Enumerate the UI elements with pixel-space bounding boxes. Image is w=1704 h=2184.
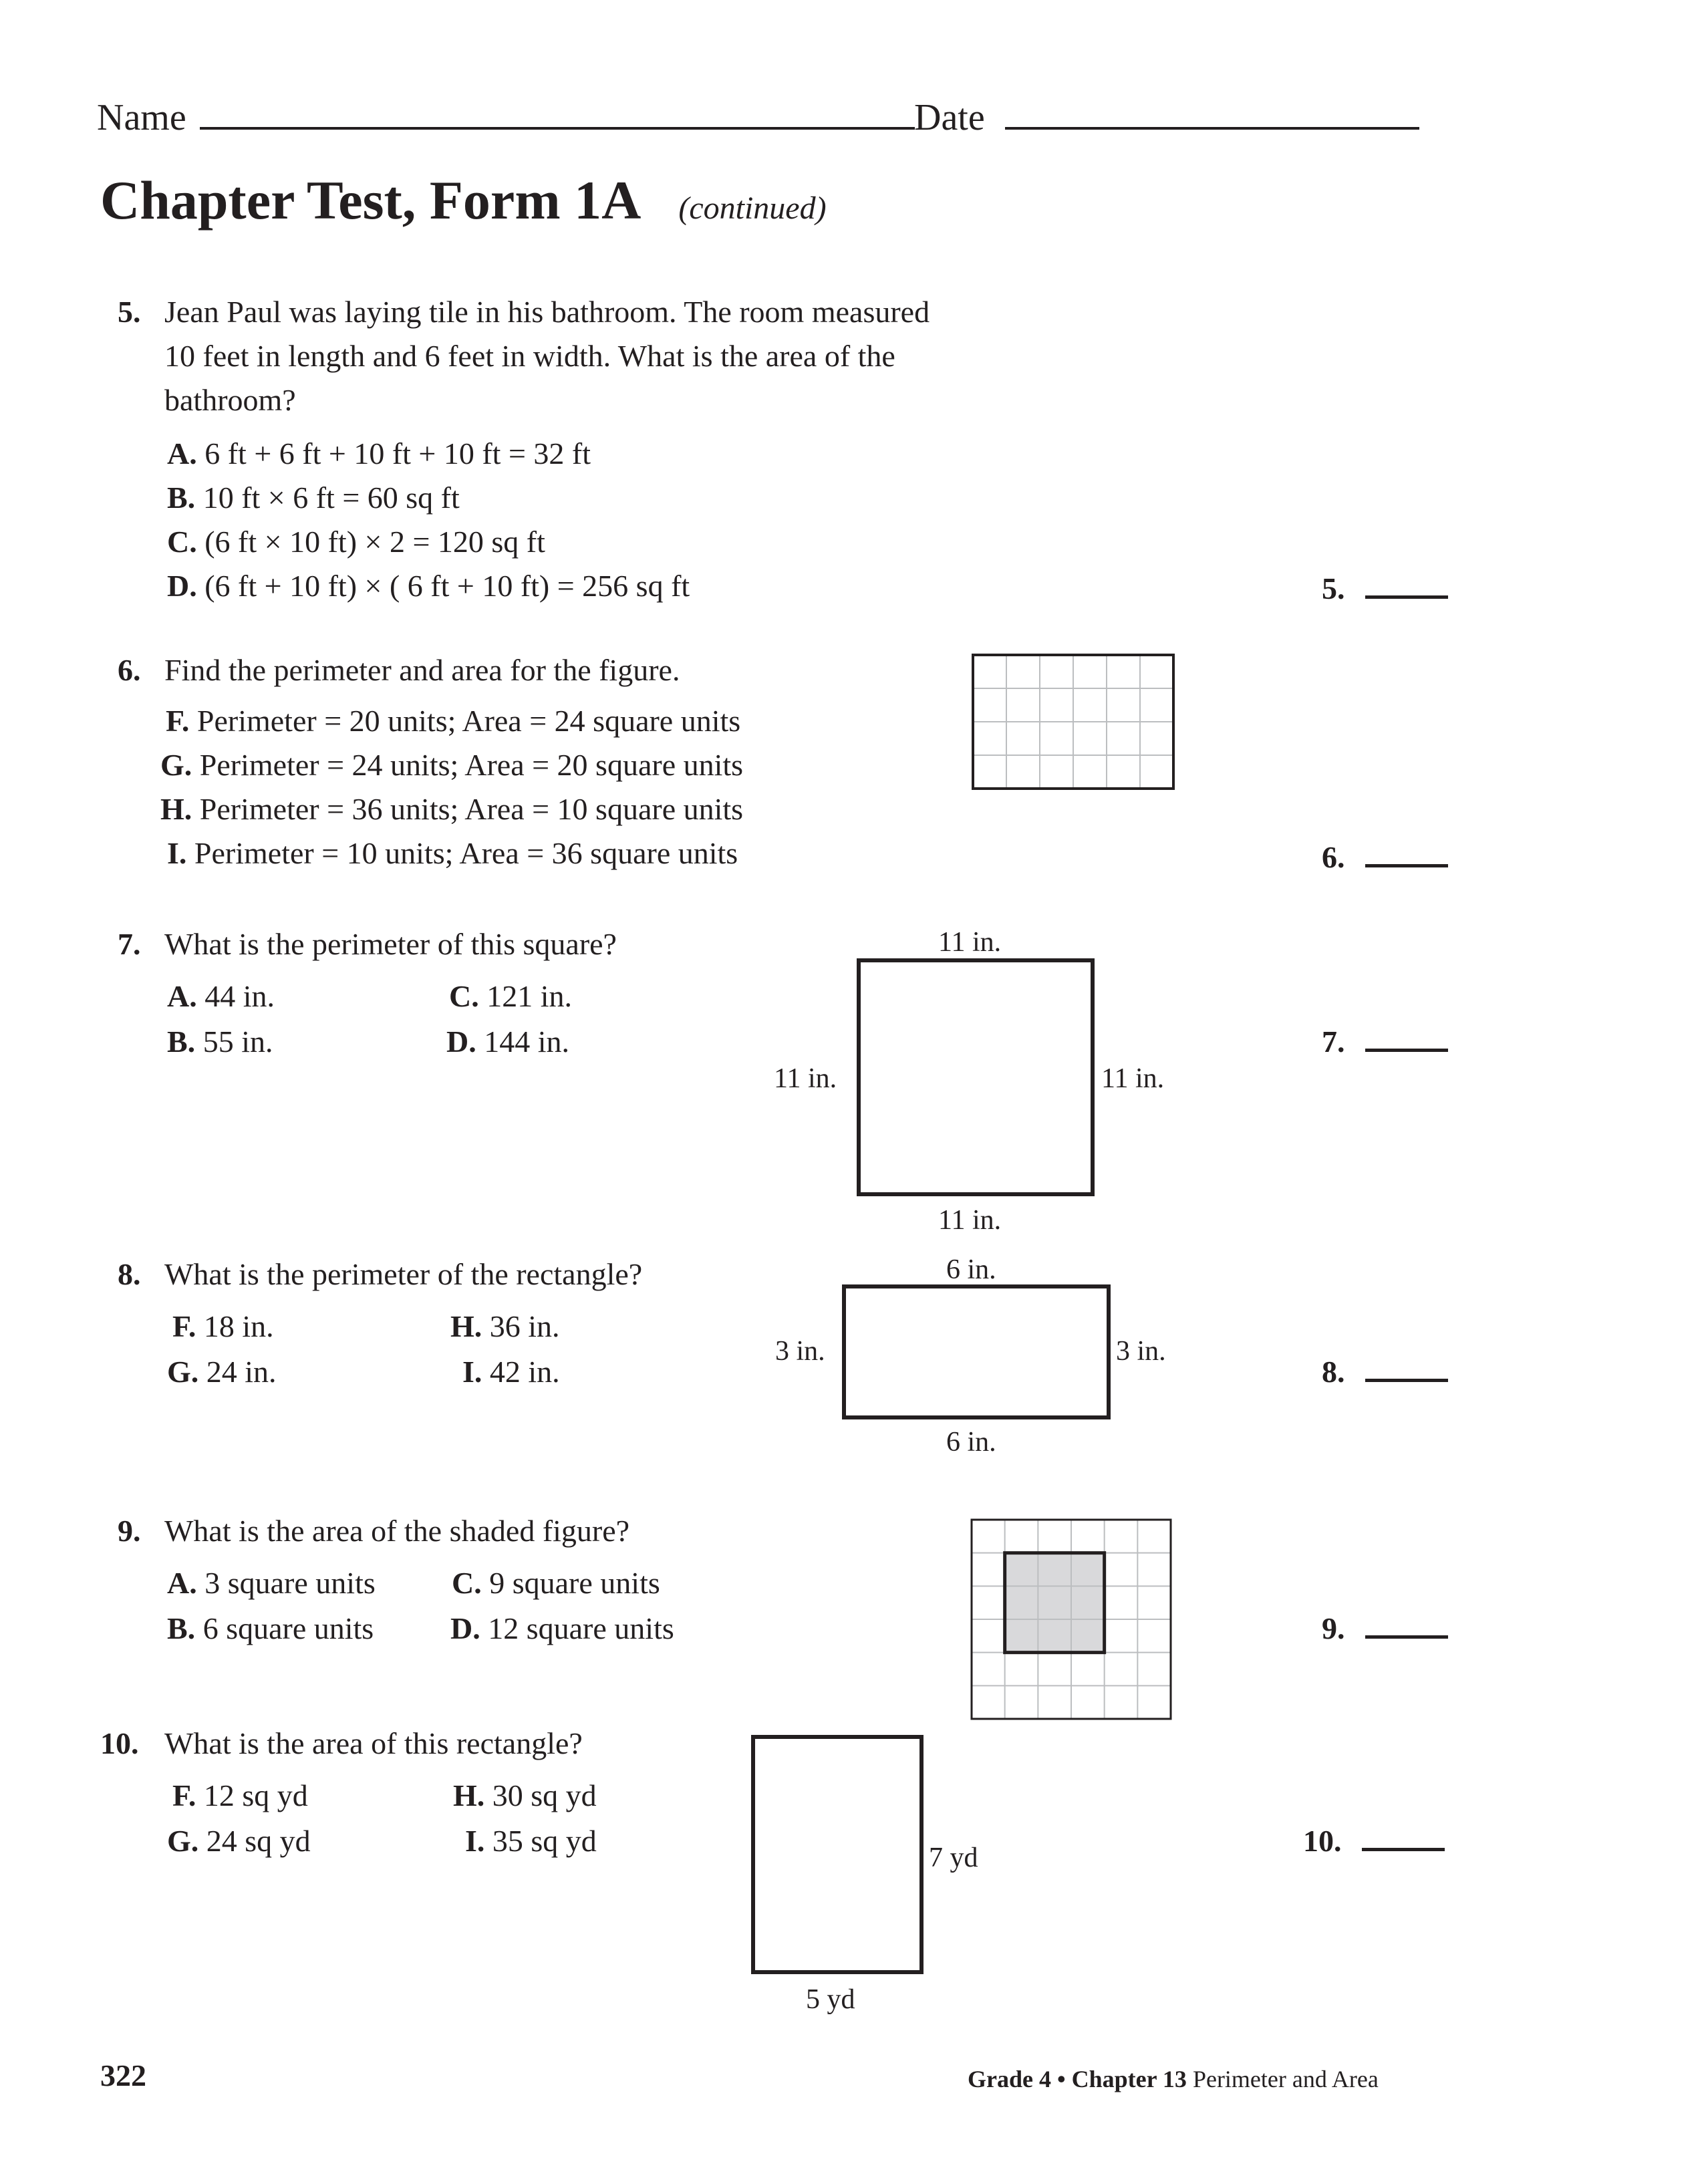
choice-letter: C. bbox=[167, 525, 197, 559]
choice-letter: C. bbox=[452, 1566, 482, 1600]
answer-line[interactable] bbox=[1365, 840, 1448, 867]
shaded-grid-figure bbox=[970, 1518, 1173, 1722]
page-number: 322 bbox=[100, 2058, 146, 2092]
choice-text: (6 ft + 10 ft) × ( 6 ft + 10 ft) = 256 sq ft bbox=[204, 569, 690, 603]
choice[interactable] bbox=[167, 520, 690, 564]
continued-note: (continued) bbox=[678, 190, 827, 226]
choice-letter: I. bbox=[167, 836, 187, 870]
choice[interactable] bbox=[167, 1561, 376, 1605]
grid-lines bbox=[973, 655, 1173, 789]
choice-text: 44 in. bbox=[204, 979, 275, 1013]
choice-letter: H. bbox=[450, 1309, 482, 1343]
answer-number: 9. bbox=[1322, 1611, 1345, 1645]
question-number: 9. bbox=[118, 1514, 141, 1548]
choice-letter: A. bbox=[167, 979, 197, 1013]
dimension-label-top: 11 in. bbox=[938, 927, 1002, 958]
dimension-label-bottom: 6 in. bbox=[946, 1427, 996, 1458]
choice[interactable] bbox=[453, 1774, 597, 1818]
choice-text: 24 sq yd bbox=[206, 1824, 311, 1858]
rectangle-figure bbox=[842, 1284, 1112, 1422]
choice-list bbox=[167, 432, 690, 608]
choice-letter: I. bbox=[465, 1824, 485, 1858]
choice-text: 12 sq yd bbox=[203, 1778, 308, 1812]
prompt-line: bathroom? bbox=[164, 383, 296, 417]
answer-number: 10. bbox=[1303, 1824, 1342, 1858]
shaded-region bbox=[1005, 1553, 1105, 1653]
choice-letter: I. bbox=[462, 1355, 482, 1389]
choice-letter: F. bbox=[172, 1309, 196, 1343]
choice-text: 6 square units bbox=[202, 1611, 374, 1645]
choice-text: 12 square units bbox=[488, 1611, 674, 1645]
name-line[interactable] bbox=[200, 94, 915, 130]
choice-text: Perimeter = 20 units; Area = 24 square units bbox=[196, 704, 741, 738]
choice[interactable] bbox=[450, 1305, 560, 1349]
dimension-label-bottom: 5 yd bbox=[806, 1984, 855, 2015]
choice-text: 35 sq yd bbox=[492, 1824, 597, 1858]
question-prompt bbox=[164, 290, 930, 422]
prompt-line: 10 feet in length and 6 feet in width. What is the area of the bbox=[164, 339, 895, 373]
choice-letter: G. bbox=[167, 1355, 199, 1389]
choice[interactable] bbox=[449, 974, 572, 1018]
answer-blank[interactable] bbox=[1303, 1819, 1445, 1871]
choice-letter: H. bbox=[160, 792, 192, 826]
square-figure bbox=[857, 958, 1097, 1199]
question-prompt: Find the perimeter and area for the figure. bbox=[164, 653, 680, 687]
choice-text: 10 ft × 6 ft = 60 sq ft bbox=[202, 481, 460, 515]
choice[interactable] bbox=[160, 787, 743, 831]
choice[interactable] bbox=[452, 1561, 660, 1605]
answer-line[interactable] bbox=[1365, 1611, 1448, 1639]
choice-letter: B. bbox=[167, 1611, 196, 1645]
choice-text: (6 ft × 10 ft) × 2 = 120 sq ft bbox=[204, 525, 545, 559]
date-line[interactable] bbox=[1005, 94, 1419, 130]
dimension-label-left: 11 in. bbox=[774, 1063, 837, 1094]
choice-letter: B. bbox=[167, 1025, 196, 1059]
question-number: 8. bbox=[118, 1257, 141, 1291]
choice[interactable] bbox=[160, 743, 743, 787]
choice[interactable] bbox=[160, 699, 743, 743]
question-number: 6. bbox=[118, 653, 141, 687]
choice-text: 55 in. bbox=[202, 1025, 273, 1059]
choice-letter: C. bbox=[449, 979, 479, 1013]
choice-letter: D. bbox=[446, 1025, 476, 1059]
choice[interactable] bbox=[167, 476, 690, 520]
answer-blank[interactable] bbox=[1322, 567, 1448, 618]
answer-blank[interactable] bbox=[1322, 1020, 1448, 1071]
dimension-label-bottom: 11 in. bbox=[938, 1205, 1002, 1236]
answer-number: 7. bbox=[1322, 1025, 1345, 1059]
choice-text: 144 in. bbox=[484, 1025, 570, 1059]
dimension-label-left: 3 in. bbox=[775, 1336, 825, 1367]
choice-letter: A. bbox=[167, 436, 197, 470]
footer-separator: • bbox=[1056, 2066, 1066, 2092]
choice[interactable] bbox=[167, 432, 690, 476]
choice-letter: B. bbox=[167, 481, 196, 515]
date-label: Date bbox=[914, 97, 985, 138]
dimension-label-right: 3 in. bbox=[1116, 1336, 1166, 1367]
name-field[interactable] bbox=[97, 94, 915, 141]
dimension-label-right: 11 in. bbox=[1101, 1063, 1165, 1094]
choice-list bbox=[160, 699, 743, 875]
choice[interactable] bbox=[167, 564, 690, 608]
answer-line[interactable] bbox=[1362, 1824, 1445, 1851]
choice-letter: G. bbox=[160, 748, 192, 782]
grid-lines bbox=[972, 1520, 1171, 1719]
choice-text: 121 in. bbox=[486, 979, 573, 1013]
choice[interactable] bbox=[167, 1350, 277, 1394]
choice[interactable] bbox=[167, 1819, 311, 1863]
page-title bbox=[100, 168, 827, 241]
choice-text: 9 square units bbox=[489, 1566, 660, 1600]
choice-letter: G. bbox=[167, 1824, 199, 1858]
dimension-label-side: 7 yd bbox=[929, 1842, 978, 1873]
grid-figure bbox=[972, 654, 1176, 791]
choice-text: 6 ft + 6 ft + 10 ft + 10 ft = 32 ft bbox=[204, 436, 591, 470]
question-prompt: What is the perimeter of this square? bbox=[164, 927, 617, 961]
choice-letter: F. bbox=[166, 704, 190, 738]
title-text: Chapter Test, Form 1A bbox=[100, 170, 638, 231]
prompt-line: Jean Paul was laying tile in his bathroom. The room measured bbox=[164, 295, 930, 329]
footer-course-info bbox=[968, 2062, 1379, 2096]
choice-text: Perimeter = 24 units; Area = 20 square units bbox=[199, 748, 744, 782]
answer-number: 8. bbox=[1322, 1355, 1345, 1389]
choice-text: 30 sq yd bbox=[492, 1778, 597, 1812]
answer-number: 5. bbox=[1322, 571, 1345, 605]
rectangle-shape bbox=[844, 1286, 1109, 1417]
choice-text: 3 square units bbox=[204, 1566, 376, 1600]
question-prompt: What is the area of this rectangle? bbox=[164, 1726, 583, 1760]
answer-blank[interactable] bbox=[1322, 1607, 1448, 1658]
choice[interactable] bbox=[167, 1020, 273, 1064]
dimension-label-top: 6 in. bbox=[946, 1254, 996, 1285]
choice[interactable] bbox=[465, 1819, 597, 1863]
choice-text: 42 in. bbox=[489, 1355, 560, 1389]
choice-text: 18 in. bbox=[203, 1309, 274, 1343]
choice[interactable] bbox=[172, 1305, 274, 1349]
choice[interactable] bbox=[450, 1607, 674, 1651]
choice-text: 24 in. bbox=[206, 1355, 277, 1389]
choice[interactable] bbox=[167, 974, 275, 1018]
name-label: Name bbox=[97, 97, 186, 138]
footer-topic: Perimeter and Area bbox=[1192, 2066, 1379, 2092]
answer-blank[interactable] bbox=[1322, 835, 1448, 887]
answer-line[interactable] bbox=[1365, 1355, 1448, 1382]
answer-line[interactable] bbox=[1365, 571, 1448, 599]
choice-text: 36 in. bbox=[489, 1309, 560, 1343]
question-number: 7. bbox=[118, 927, 141, 961]
footer-grade: Grade 4 bbox=[968, 2066, 1051, 2092]
choice-letter: D. bbox=[450, 1611, 480, 1645]
question-prompt: What is the area of the shaded figure? bbox=[164, 1514, 630, 1548]
question-number: 10. bbox=[100, 1726, 139, 1760]
choice[interactable] bbox=[160, 831, 743, 875]
choice-letter: H. bbox=[453, 1778, 485, 1812]
date-field[interactable] bbox=[914, 94, 1419, 141]
choice-letter: D. bbox=[167, 569, 197, 603]
choice-text: Perimeter = 10 units; Area = 36 square units bbox=[194, 836, 738, 870]
answer-blank[interactable] bbox=[1322, 1350, 1448, 1401]
square-shape bbox=[859, 960, 1093, 1194]
answer-number: 6. bbox=[1322, 840, 1345, 874]
rectangle-figure bbox=[751, 1735, 926, 1977]
choice[interactable] bbox=[167, 1607, 374, 1651]
choice[interactable] bbox=[172, 1774, 308, 1818]
question-number: 5. bbox=[118, 295, 141, 329]
question-prompt: What is the perimeter of the rectangle? bbox=[164, 1257, 643, 1291]
answer-line[interactable] bbox=[1365, 1025, 1448, 1052]
rectangle-shape bbox=[753, 1737, 921, 1972]
footer-chapter: Chapter 13 bbox=[1071, 2066, 1187, 2092]
choice-letter: A. bbox=[167, 1566, 197, 1600]
choice[interactable] bbox=[446, 1020, 569, 1064]
choice-text: Perimeter = 36 units; Area = 10 square units bbox=[199, 792, 744, 826]
choice-letter: F. bbox=[172, 1778, 196, 1812]
choice[interactable] bbox=[462, 1350, 560, 1394]
